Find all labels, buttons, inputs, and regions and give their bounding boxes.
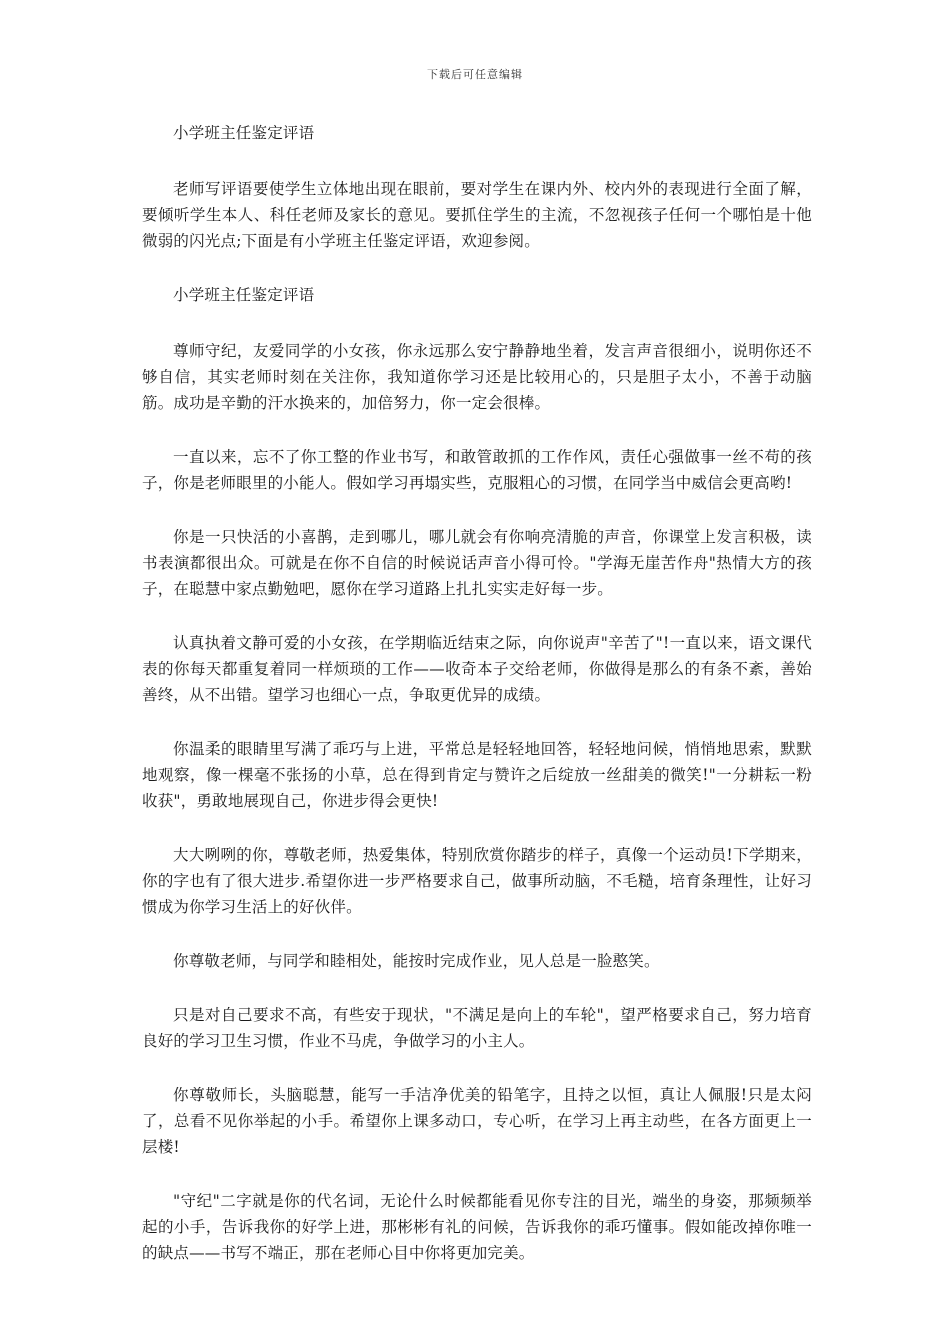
section-heading: 小学班主任鉴定评语 bbox=[173, 286, 315, 304]
comment-paragraph: 你尊敬师长，头脑聪慧，能写一手洁净优美的铅笔字，且持之以恒，真让人佩服!只是太闷了，总看不见你举起的小手。希望你上课多动口，专心听，在学习上再主动些，在各方面更上一层楼! bbox=[142, 1086, 812, 1156]
comment-paragraph: 尊师守纪，友爱同学的小女孩，你永远那么安宁静静地坐着，发言声音很细小，说明你还不够自信，其实老师时刻在关注你，我知道你学习还是比较用心的，只是胆子太小，不善于动脑筋。成功是辛勤的汗水换来的，加倍努力，你一定会很棒。 bbox=[142, 342, 812, 412]
document-title: 小学班主任鉴定评语 bbox=[173, 124, 315, 142]
comment-paragraph: "守纪"二字就是你的代名词，无论什么时候都能看见你专注的目光，端坐的身姿，那频频举起的小手，告诉我你的好学上进，那彬彬有礼的问候，告诉我你的乖巧懂事。假如能改掉你唯一的缺点——书写不端正，那在老师心目中你将更加完美。 bbox=[142, 1192, 812, 1262]
comment-paragraph: 一直以来，忘不了你工整的作业书写，和敢管敢抓的工作作风，责任心强做事一丝不苟的孩子，你是老师眼里的小能人。假如学习再塌实些，克服粗心的习惯，在同学当中威信会更高哟! bbox=[142, 448, 812, 492]
header-note: 下载后可任意编辑 bbox=[427, 68, 523, 81]
comment-paragraph: 你尊敬老师，与同学和睦相处，能按时完成作业，见人总是一脸憨笑。 bbox=[173, 952, 660, 970]
comment-paragraph: 你温柔的眼睛里写满了乖巧与上进，平常总是轻轻地回答，轻轻地问候，悄悄地思索，默默地观察，像一棵毫不张扬的小草，总在得到肯定与赞许之后绽放一丝甜美的微笑!"一分耕耘一粉收获"，勇敢地展现自己，你进步得会更快! bbox=[142, 740, 812, 810]
comment-paragraph: 认真执着文静可爱的小女孩，在学期临近结束之际，向你说声"辛苦了"!一直以来，语文课代表的你每天都重复着同一样烦琐的工作——收奇本子交给老师，你做得是那么的有条不紊，善始善终，从不出错。望学习也细心一点，争取更优异的成绩。 bbox=[142, 634, 812, 704]
document-body bbox=[142, 120, 812, 1294]
intro-paragraph: 老师写评语要使学生立体地出现在眼前，要对学生在课内外、校内外的表现进行全面了解，要倾听学生本人、科任老师及家长的意见。要抓住学生的主流，不忽视孩子任何一个哪怕是十他微弱的闪光点;下面是有小学班主任鉴定评语，欢迎参阅。 bbox=[142, 180, 812, 250]
comment-paragraph: 大大咧咧的你，尊敬老师，热爱集体，特别欣赏你踏步的样子，真像一个运动员!下学期来，你的字也有了很大进步.希望你进一步严格要求自己，做事所动脑，不毛糙，培育条理性，让好习惯成为你学习生活上的好伙伴。 bbox=[142, 846, 812, 916]
comment-paragraph: 只是对自己要求不高，有些安于现状，"不满足是向上的车轮"，望严格要求自己，努力培育良好的学习卫生习惯，作业不马虎，争做学习的小主人。 bbox=[142, 1006, 812, 1050]
comment-paragraph: 你是一只快活的小喜鹊，走到哪儿，哪儿就会有你响亮清脆的声音，你课堂上发言积极，读书表演都很出众。可就是在你不自信的时候说话声音小得可怜。"学海无崖苦作舟"热情大方的孩子，在聪慧中家点勤勉吧，愿你在学习道路上扎扎实实走好每一步。 bbox=[142, 528, 812, 598]
